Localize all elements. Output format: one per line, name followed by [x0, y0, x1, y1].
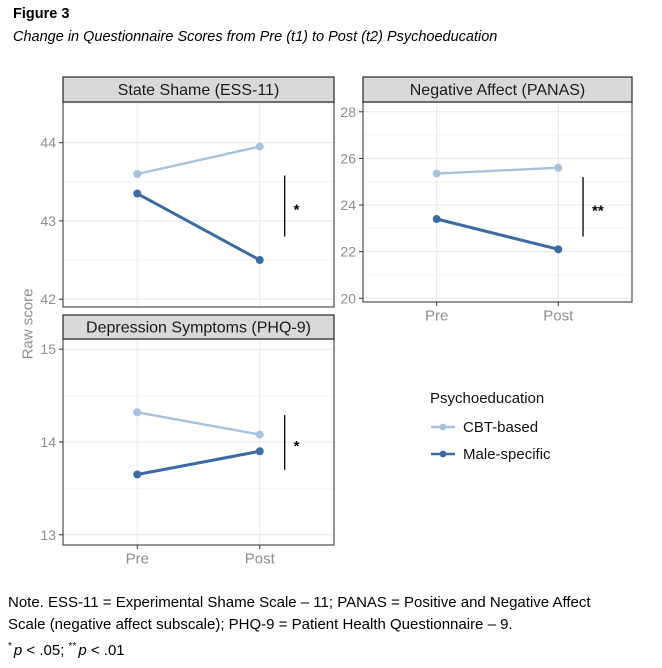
significance-stars: **: [592, 202, 604, 220]
data-point-male-specific: [256, 256, 264, 264]
x-tick-label: Post: [543, 307, 574, 325]
chart-canvas: [0, 60, 662, 590]
y-tick-label: 15: [40, 341, 56, 358]
y-tick-label: 43: [40, 212, 56, 229]
data-point-male-specific: [133, 190, 141, 198]
legend: [430, 390, 551, 472]
data-point-cbt-based: [554, 164, 562, 172]
y-tick-label: 20: [340, 290, 356, 307]
significance-stars: *: [293, 437, 300, 455]
data-point-male-specific: [554, 245, 562, 253]
y-axis-title: Raw score: [19, 288, 37, 360]
multi-panel-line-chart: [0, 60, 662, 590]
y-tick-label: 22: [340, 243, 356, 260]
significance-stars: *: [293, 201, 300, 219]
facet-strip-title: Negative Affect (PANAS): [409, 82, 586, 99]
panel-depression-symptoms-phq-9: [40, 315, 334, 568]
data-point-cbt-based: [256, 431, 264, 439]
x-tick-label: Pre: [425, 307, 449, 325]
figure-label: Figure 3: [13, 6, 70, 22]
sig-p-1: p: [13, 642, 23, 659]
y-tick-label: 13: [40, 526, 56, 543]
x-tick-label: Post: [244, 550, 275, 568]
note-line-2: Scale (negative affect subscale); PHQ-9 = Patient Health Questionnaire – 9.: [8, 616, 513, 633]
legend-label: Male-specific: [463, 445, 551, 463]
panel-state-shame-ess-11: [40, 77, 334, 307]
y-tick-label: 26: [340, 150, 356, 167]
figure-note: [8, 592, 660, 662]
y-tick-label: 42: [40, 291, 56, 308]
sig-rest-2: < .01: [86, 642, 125, 659]
data-point-male-specific: [256, 447, 264, 455]
data-point-cbt-based: [433, 170, 441, 178]
x-tick-label: Pre: [125, 550, 149, 568]
facet-strip-title: Depression Symptoms (PHQ-9): [86, 319, 311, 337]
line-point-key-icon: [430, 448, 456, 460]
y-tick-label: 14: [40, 434, 56, 450]
note-line-1: Note. ESS-11 = Experimental Shame Scale – 11; PANAS = Positive and Negative Affect: [8, 594, 591, 611]
legend-item-cbt-based: [430, 418, 551, 436]
data-point-cbt-based: [133, 170, 141, 178]
legend-item-male-specific: [430, 445, 551, 463]
y-tick-label: 44: [40, 134, 56, 151]
data-point-cbt-based: [133, 408, 141, 416]
data-point-male-specific: [133, 470, 141, 478]
legend-label: CBT-based: [463, 418, 539, 436]
panel-negative-affect-panas: [340, 77, 632, 325]
note-significance-line: [8, 636, 660, 662]
data-point-cbt-based: [256, 143, 264, 151]
line-point-key-icon: [430, 421, 456, 433]
sig-p-2: p: [78, 642, 87, 659]
sig-star-1: *: [8, 641, 12, 652]
sig-star-2: **: [68, 641, 77, 652]
y-tick-label: 28: [340, 103, 356, 120]
facet-strip-title: State Shame (ESS-11): [117, 82, 280, 99]
data-point-male-specific: [433, 215, 441, 223]
y-tick-label: 24: [340, 197, 356, 214]
sig-rest-1: < .05;: [22, 642, 69, 659]
legend-title: Psychoeducation: [430, 390, 545, 407]
figure-title: Change in Questionnaire Scores from Pre (t1) to Post (t2) Psychoeducation: [13, 29, 498, 45]
